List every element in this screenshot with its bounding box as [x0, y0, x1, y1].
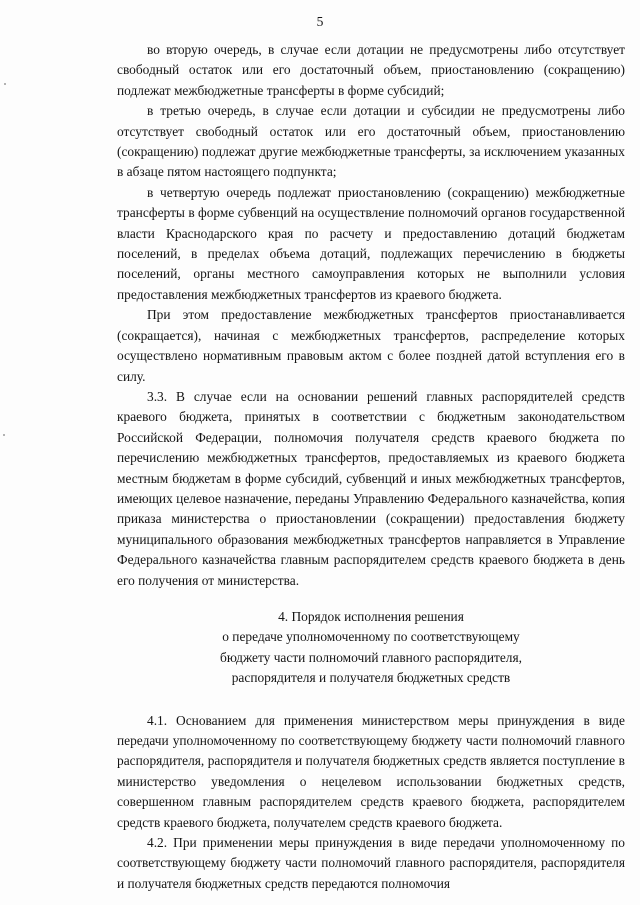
page-number: 5: [316, 14, 324, 29]
paragraph: При этом предоставление межбюджетных трансфертов приостанавливается (сокращается), начиная с межбюджетных трансфертов, распределение которых осуществлено нормативным правовым актом с более поздней датой вступления его в силу.: [117, 307, 625, 384]
section-heading: [117, 607, 625, 689]
document-body: [117, 40, 625, 894]
section-heading-line: 4. Порядок исполнения решения: [278, 608, 464, 624]
paragraph: во вторую очередь, в случае если дотации не предусмотрены либо отсутствует свободный остаток или его достаточный объем, приостановлению (сокращению) подлежат межбюджетные трансферты в форме субсидий;: [117, 42, 625, 98]
section-heading-line: распорядителя и получателя бюджетных средств: [231, 670, 511, 686]
scan-speck: [3, 434, 5, 436]
scan-speck: [4, 83, 6, 85]
section-heading-line: бюджету части полномочий главного распорядителя,: [220, 649, 522, 665]
section-heading-line: о передаче уполномоченному по соответствующему: [222, 629, 520, 645]
paragraph: в третью очередь, в случае если дотации и субсидии не предусмотрены либо отсутствует свободный остаток или его достаточный объем, приостановлению (сокращению) подлежат другие межбюджетные трансферты, за исключением указанных в абзаце пятом настоящего подпункта;: [117, 103, 625, 180]
paragraph: 4.1. Основанием для применения министерством меры принуждения в виде передачи уполномоченному по соответствующему бюджету части полномочий главного распорядителя, распорядителя и получателя бюджетных средств является поступление в министерство уведомления о нецелевом использовании бюджетных средств, совершенном главным распорядителем средств краевого бюджета, распорядителем средств краевого бюджета, получателем средств краевого бюджета.: [117, 712, 625, 830]
paragraph: 3.3. В случае если на основании решений главных распорядителей средств краевого бюджета, принятых в соответствии с бюджетным законодательством Российской Федерации, полномочия получателя средств краевого бюджета по перечислению межбюджетных трансфертов, предоставляемых из краевого бюджета местным бюджетам в форме субсидий, субвенций и иных межбюджетных трансфертов, имеющих целевое назначение, переданы Управлению Федерального казначейства, копия приказа министерства о приостановлении (сокращении) предоставления бюджету муниципального образования межбюджетных трансфертов направляется в Управление Федерального казначейства главным распорядителем средств краевого бюджета в день его получения от министерства.: [117, 388, 625, 588]
paragraph: 4.2. При применении меры принуждения в виде передачи уполномоченному по соответствующему бюджету части полномочий главного распорядителя, распорядителя и получателя бюджетных средств передаются полномочия: [117, 835, 625, 891]
paragraph: в четвертую очередь подлежат приостановлению (сокращению) межбюджетные трансферты в форме субвенций на осуществление полномочий органов государственной власти Краснодарского края по расчету и предоставлению дотаций бюджетам поселений, в пределах объема дотаций, подлежащих перечислению в бюджеты поселений, органы местного самоуправления которых не выполнили условия предоставления межбюджетных трансфертов из краевого бюджета.: [117, 184, 625, 302]
